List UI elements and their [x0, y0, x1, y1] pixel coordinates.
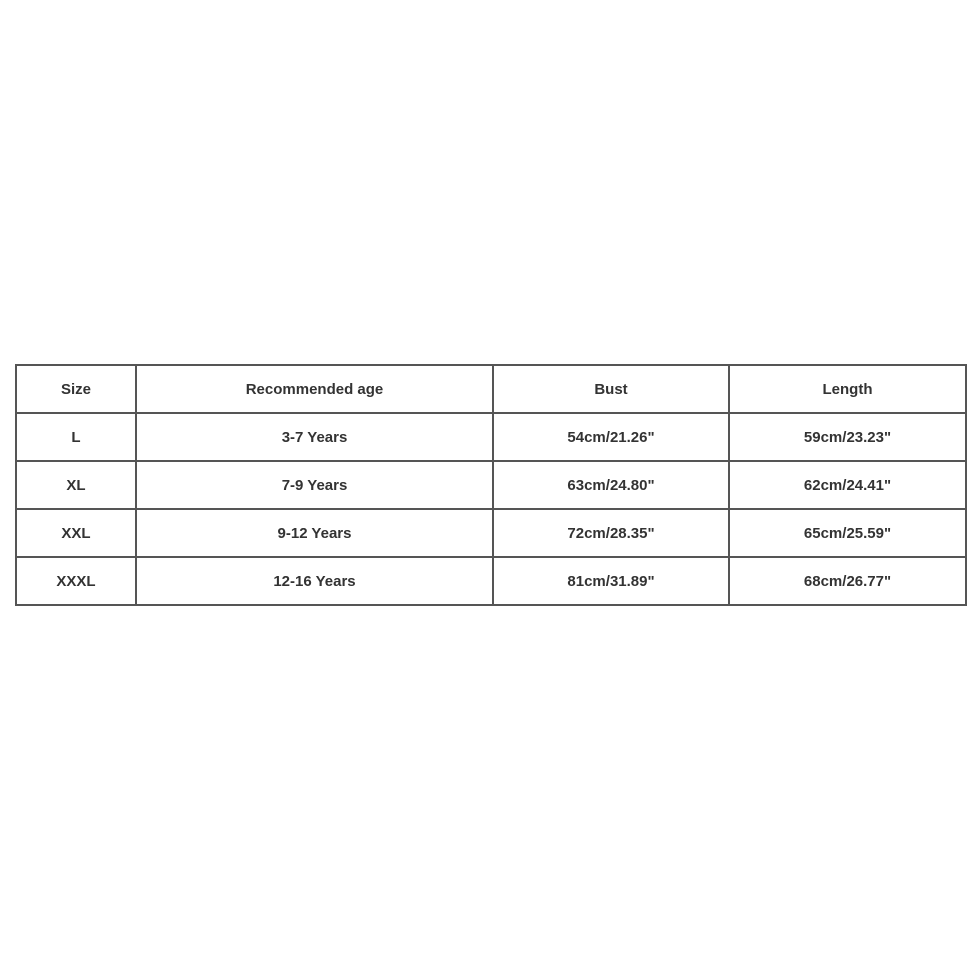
- table-row: [16, 509, 966, 557]
- cell-length: 65cm/25.59": [729, 509, 966, 557]
- cell-age: 7-9 Years: [136, 461, 493, 509]
- cell-length: 59cm/23.23": [729, 413, 966, 461]
- cell-size: XL: [16, 461, 136, 509]
- cell-bust: 54cm/21.26": [493, 413, 729, 461]
- table-row: [16, 557, 966, 605]
- cell-age: 12-16 Years: [136, 557, 493, 605]
- cell-length: 62cm/24.41": [729, 461, 966, 509]
- cell-bust: 72cm/28.35": [493, 509, 729, 557]
- table-row: [16, 461, 966, 509]
- size-chart-table: [15, 364, 967, 606]
- cell-length: 68cm/26.77": [729, 557, 966, 605]
- cell-bust: 63cm/24.80": [493, 461, 729, 509]
- header-size: Size: [16, 365, 136, 413]
- cell-bust: 81cm/31.89": [493, 557, 729, 605]
- header-bust: Bust: [493, 365, 729, 413]
- cell-age: 9-12 Years: [136, 509, 493, 557]
- cell-size: L: [16, 413, 136, 461]
- table-row: [16, 413, 966, 461]
- cell-size: XXXL: [16, 557, 136, 605]
- cell-age: 3-7 Years: [136, 413, 493, 461]
- table-header-row: [16, 365, 966, 413]
- header-recommended-age: Recommended age: [136, 365, 493, 413]
- header-length: Length: [729, 365, 966, 413]
- cell-size: XXL: [16, 509, 136, 557]
